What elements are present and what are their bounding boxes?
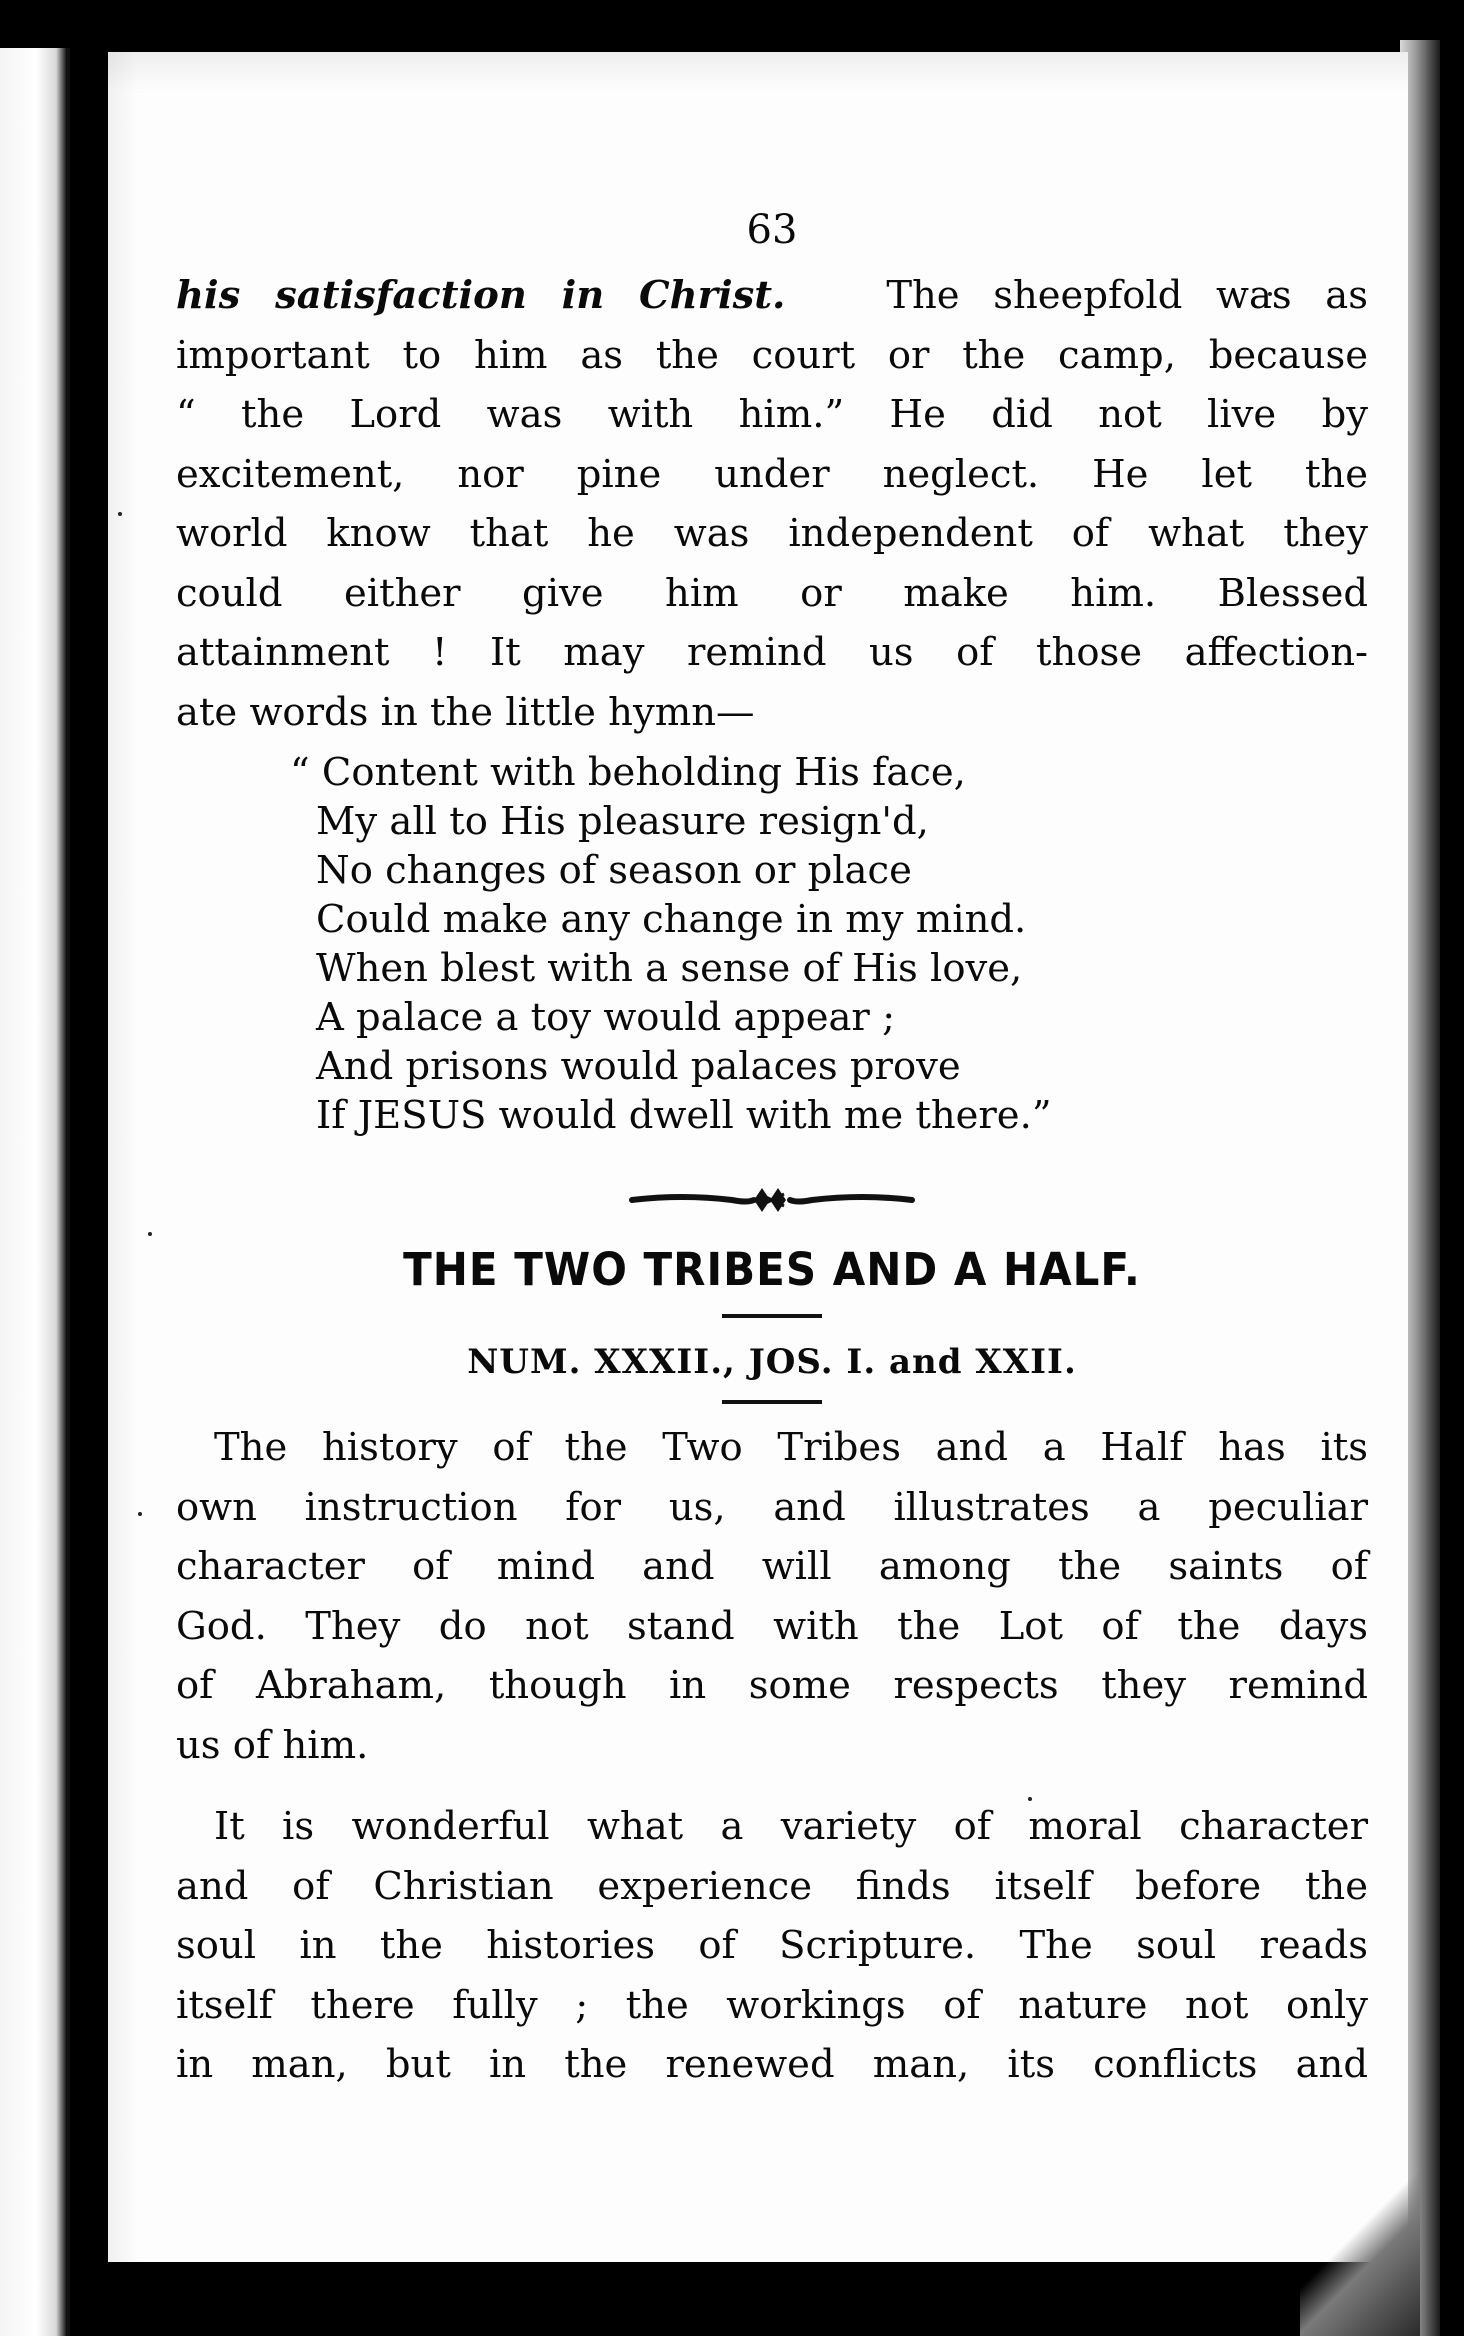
italic-phrase: his satisfaction in Christ. (176, 273, 786, 318)
text-line: could either give him or make him. Blessed (176, 570, 1368, 616)
ink-speck (118, 512, 122, 516)
text-line: soul in the histories of Scripture. The soul reads (176, 1923, 1368, 1968)
page-corner-shadow (1300, 2150, 1420, 2336)
text-line: important to him as the court or the camp, because (176, 332, 1368, 378)
paragraph-1 (176, 266, 1368, 742)
section-heading: THE TWO TRIBES AND A HALF. (403, 1243, 1141, 1296)
text-line: world know that he was independent of what they (176, 511, 1368, 556)
page-text (176, 202, 1368, 2095)
poem-line: My all to His pleasure resign'd, (316, 799, 929, 844)
text-line: of Abraham, though in some respects they remind (176, 1663, 1368, 1708)
poem-line: No changes of season or place (316, 848, 912, 893)
text-line: It is wonderful what a variety of moral character (214, 1804, 1368, 1849)
ink-speck (138, 1512, 142, 1516)
reference-rule (722, 1400, 822, 1404)
text-line: excitement, nor pine under neglect. He let the (176, 451, 1368, 497)
text-line: ate words in the little hymn— (176, 689, 755, 735)
text-line: God. They do not stand with the Lot of the days (176, 1603, 1368, 1649)
text-line: us of him. (176, 1722, 369, 1768)
scripture-reference: NUM. XXXII., JOS. I. and XXII. (467, 1342, 1077, 1382)
text-line: attainment ! It may remind us of those affection- (176, 630, 1368, 675)
poem-line: When blest with a sense of His love, (316, 946, 1023, 991)
text-line: character of mind and will among the saints of (176, 1544, 1368, 1589)
book-spine-shadow (70, 0, 110, 2336)
paragraph-2 (176, 1418, 1368, 1775)
book-page (108, 52, 1408, 2262)
text-line: in man, but in the renewed man, its conflicts and (176, 2042, 1368, 2087)
ink-speck (148, 1232, 152, 1236)
text-line: “ the Lord was with him.” He did not live by (176, 392, 1368, 437)
text-line: The history of the Two Tribes and a Half has its (214, 1425, 1368, 1470)
poem-line: A palace a toy would appear ; (316, 995, 896, 1040)
text-line: and of Christian experience finds itself before the (176, 1863, 1368, 1909)
text-line: own instruction for us, and illustrates a peculiar (176, 1484, 1368, 1530)
poem-line: “ Content with beholding His face, (290, 750, 966, 795)
text-line: itself there fully ; the workings of nature not only (176, 1982, 1368, 2028)
line-rest: The sheepfold was as (886, 273, 1368, 318)
hymn-quotation (290, 748, 1368, 1140)
left-page-edge (0, 48, 70, 2336)
poem-line: Could make any change in my mind. (316, 897, 1027, 942)
poem-line: If JESUS would dwell with me there.” (316, 1093, 1052, 1138)
text-line (176, 266, 1368, 326)
page-number: 63 (746, 207, 798, 253)
paragraph-3 (176, 1797, 1368, 2095)
fleuron-divider-icon (622, 1170, 922, 1230)
heading-rule (722, 1314, 822, 1318)
poem-line: And prisons would palaces prove (316, 1044, 961, 1089)
